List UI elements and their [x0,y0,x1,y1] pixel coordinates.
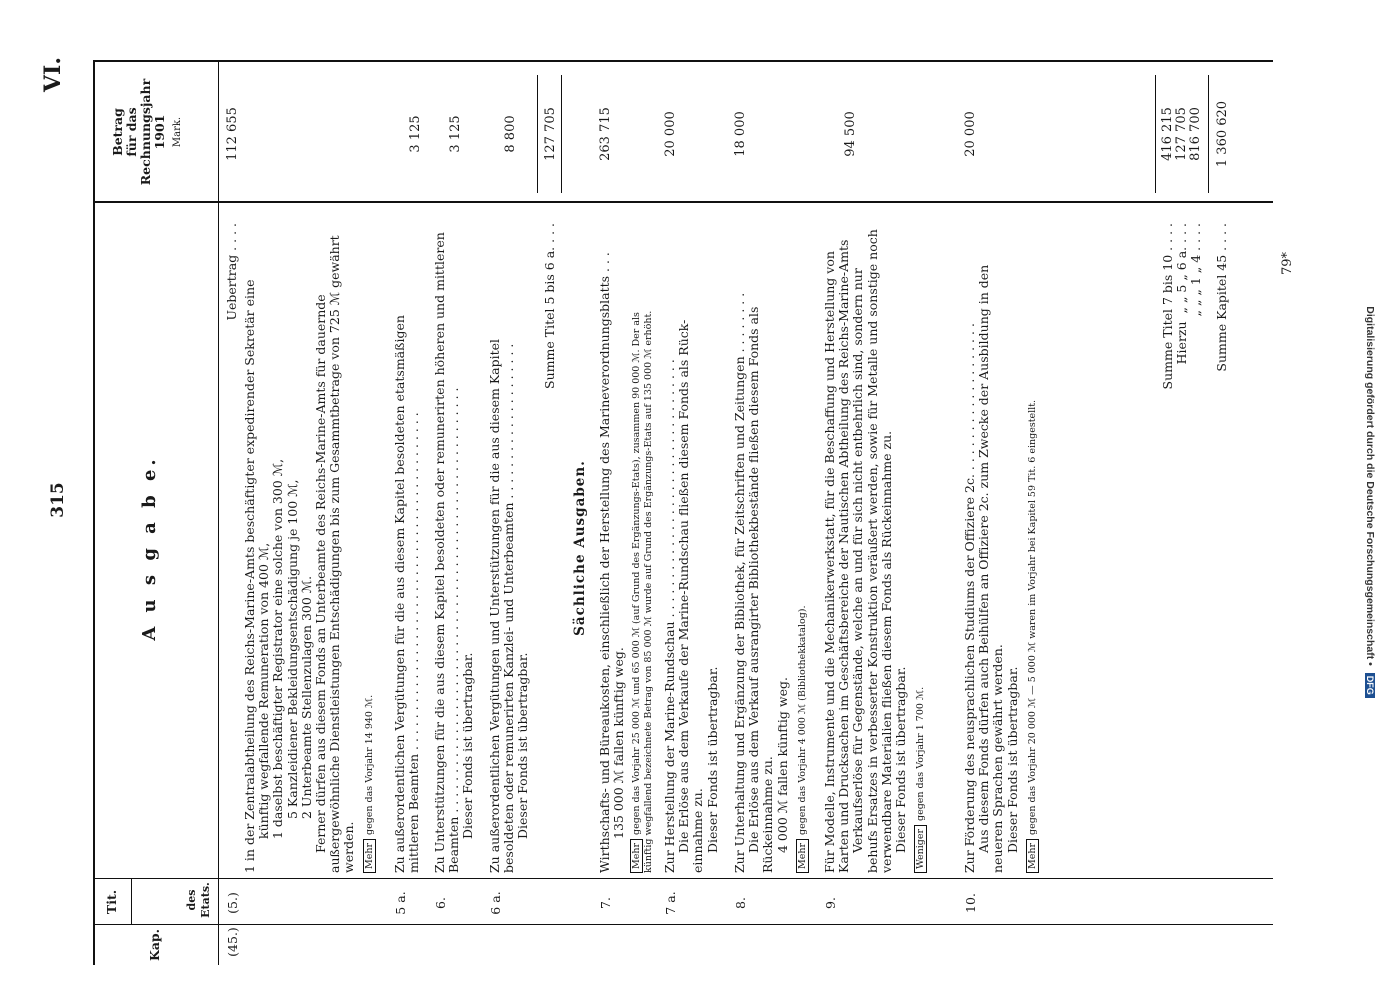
row-7-amount: 263 715 [598,107,613,161]
row-5-text: 1 in der Zentralabtheilung des Reichs-Marine-Amts beschäftigter expedirender Sekretär eine künftig wegfallende Remuneration von 400 ℳ, 1 daselbst beschäftigter Registrator eine solche von 300 ℳ, 5 Kanzleidiener Bekleidungsentschädigung je 100 ℳ, 2 Unterbeamte Stellenzulagen 300 ℳ. Ferner dürfen aus diesem Fonds an Unterbeamte des Reichs-Marine-Amts für dauernde außergewöhnliche Dienstleistungen Entschädigungen bis zum Gesammtbetrage von 725 ℳ gewährt werden. Mehrgegen das Vorjahr 14 940 ℳ. [242,235,375,873]
change-box: Mehr [1026,839,1039,873]
sum-rule [561,75,562,193]
change-box: Weniger [914,825,927,873]
col-rule-right [93,60,1273,62]
uebertrag-label: Uebertrag . . . . [224,223,239,321]
section-heading: Sächliche Ausgaben. [572,460,588,636]
page-number: 315 [48,482,68,518]
change-box: Mehr [630,839,643,873]
sum-5-6a-amount: 127 705 [543,107,558,161]
col-rule-kap [93,924,1273,925]
table-top-rule [93,60,95,965]
header-betrag: Betrag für das Rechnungsjahr 1901 Mark. [110,78,183,186]
col-rule-amount [93,201,1273,203]
header-kap: Kap. [147,928,162,962]
budget-table [93,60,1278,965]
row-9-text: Für Modelle, Instrumente und die Mechanikerwerkstatt, für die Beschaffung und Herstellung von Karten und Drucksachen im Geschäftsbereiche der Nautischen Abtheilung des Reichs-Marine-Amts Verkaufserlöse für Gegenstände, welche an und für sich nicht entbehrlich sind, sondern nur behufs Ersatzes in verbesserter Konstruktion veräußert werden, sowie für Metalle und sonstige noch verwendbare Materialien fließen diesem Fonds als Rückeinnahme zu. Dieser Fonds ist übertragbar. Wenigergegen das Vorjahr 1 700 ℳ. [822,229,927,873]
col-rule-tit [93,878,1273,879]
kap-tit-subrule [131,879,132,925]
ledger-page [18,35,1298,965]
sum-5-6a-label: Summe Titel 5 bis 6 a. . . . [542,223,557,389]
row-kap: (45.) [225,927,240,957]
digitization-note [1358,12,1376,992]
header-des-etats: des Etats. [185,882,212,918]
header-tit: Tit. [104,889,119,915]
folio-mark: 79* [1280,251,1295,275]
final-sum-label: Summe Kapitel 45 . . . . [1214,223,1229,372]
row-5a-amount: 3 125 [408,115,423,153]
final-sum-amount: 1 360 620 [1215,100,1230,168]
uebertrag-amount: 112 655 [225,107,240,161]
row-tit: 9. [823,897,838,909]
totals-rule [1208,75,1209,193]
row-6a-amount: 8 800 [503,115,518,153]
row-tit: 10. [963,893,978,913]
row-tit: 8. [733,897,748,909]
digitization-note-text: Digitalisierung gefördert durch die Deutsche Forschungsgemeinschaft • [1364,306,1376,666]
row-tit: 7 a. [663,891,678,915]
totals-rule [1155,75,1156,193]
change-box: Mehr [796,839,809,873]
roman-numeral: VI. [40,57,66,93]
section-title: A u s g a b e. [139,455,160,641]
row-8-text: Zur Unterhaltung und Ergänzung der Bibliothek, für Zeitschriften und Zeitungen . . . . . . . . Die Erlöse aus dem Verkauf ausrangirter Bibliothekbestände fließen diesem Fonds als Rückeinnahme zu. 4 000 ℳ fallen künftig weg. Mehrgegen das Vorjahr 4 000 ℳ (Bibliothekkatalog). [732,292,808,873]
row-10-amount: 20 000 [963,111,978,157]
row-7-text: Wirthschafts- und Büreaukosten, einschließlich der Herstellung des Marineverordnungsblatts . . . 135 000 ℳ fallen künftig weg. Mehrgegen das Vorjahr 25 000 ℳ und 65 000 ℳ (auf Grund des Ergänzungs-Etats), zusammen 90 000 ℳ. Der als künftig wegfallend bezeichnete Betrag von 85 000 ℳ wurde auf Grund des Ergänzungs-Etats auf 135 000 ℳ erhöht. [597,252,655,873]
totals-amounts: 416 215 127 705 816 700 [1160,107,1204,161]
row-10-text: Zur Förderung des neusprachlichen Studiums der Offiziere 2c. . . . . . . . . . . . . . . . . . . . Aus diesem Fonds dürfen auch Beihülfen an Offiziere 2c. zum Zwecke der Ausbildung in den neueren Sprachen gewährt werden. Dieser Fonds ist übertragbar. Mehrgegen das Vorjahr 20 000 ℳ — 5 000 ℳ waren im Vorjahr bei Kapitel 59 Tit. 6 eingestellt. [962,264,1038,873]
row-5a-text: Zu außerordentlichen Vergütungen für die aus diesem Kapitel besoldeten etatsmäßigen mittleren Beamten . . . . . . . . . . . . . . . . . . . . . . . . . . . . . . . . . . . . . . . . . . . [392,315,422,873]
row-tit: (5.) [225,892,240,914]
row-7a-text: Zur Herstellung der Marine-Rundschau . . . . . . . . . . . . . . . . . . . . . . . . . . . . . . . . . Die Erlöse aus dem Verkaufe der Marine-Rundschau fließen diesem Fonds als Rück- einnahme zu. Dieser Fonds ist übertragbar. [662,319,720,873]
row-tit: 6. [433,897,448,909]
dfg-logo: DFG [1365,673,1375,698]
row-tit: 6 a. [488,891,503,915]
row-6-amount: 3 125 [448,115,463,153]
row-7a-amount: 20 000 [663,111,678,157]
header-rule [218,60,219,965]
row-tit: 5 a. [393,891,408,915]
sum-rule [537,75,538,193]
row-tit: 7. [598,897,613,909]
row-6a-text: Zu außerordentlichen Vergütungen und Unterstützungen für die aus diesem Kapitel besoldeten oder remunerirten Kanzlei- und Unterbeamten . . . . . . . . . . . . . . . . . . . . Dieser Fonds ist übertragbar. [487,338,531,873]
row-9-amount: 94 500 [843,111,858,157]
totals-block: Summe Titel 7 bis 10 . . . . Hierzu „ „ 5 „ 6 a. . . . „ „ „ 1 „ 4 . . . . [1160,223,1204,390]
row-6-text: Zu Unterstützungen für die aus diesem Kapitel besoldeten oder remunerirten höheren und mittleren Beamten . . . . . . . . . . . . . . . . . . . . . . . . . . . . . . . . . . . . . . . . . . . . . . . . . . . . . . Dieser Fonds ist übertragbar. [432,232,476,873]
change-box: Mehr [363,839,376,873]
row-8-amount: 18 000 [733,111,748,157]
